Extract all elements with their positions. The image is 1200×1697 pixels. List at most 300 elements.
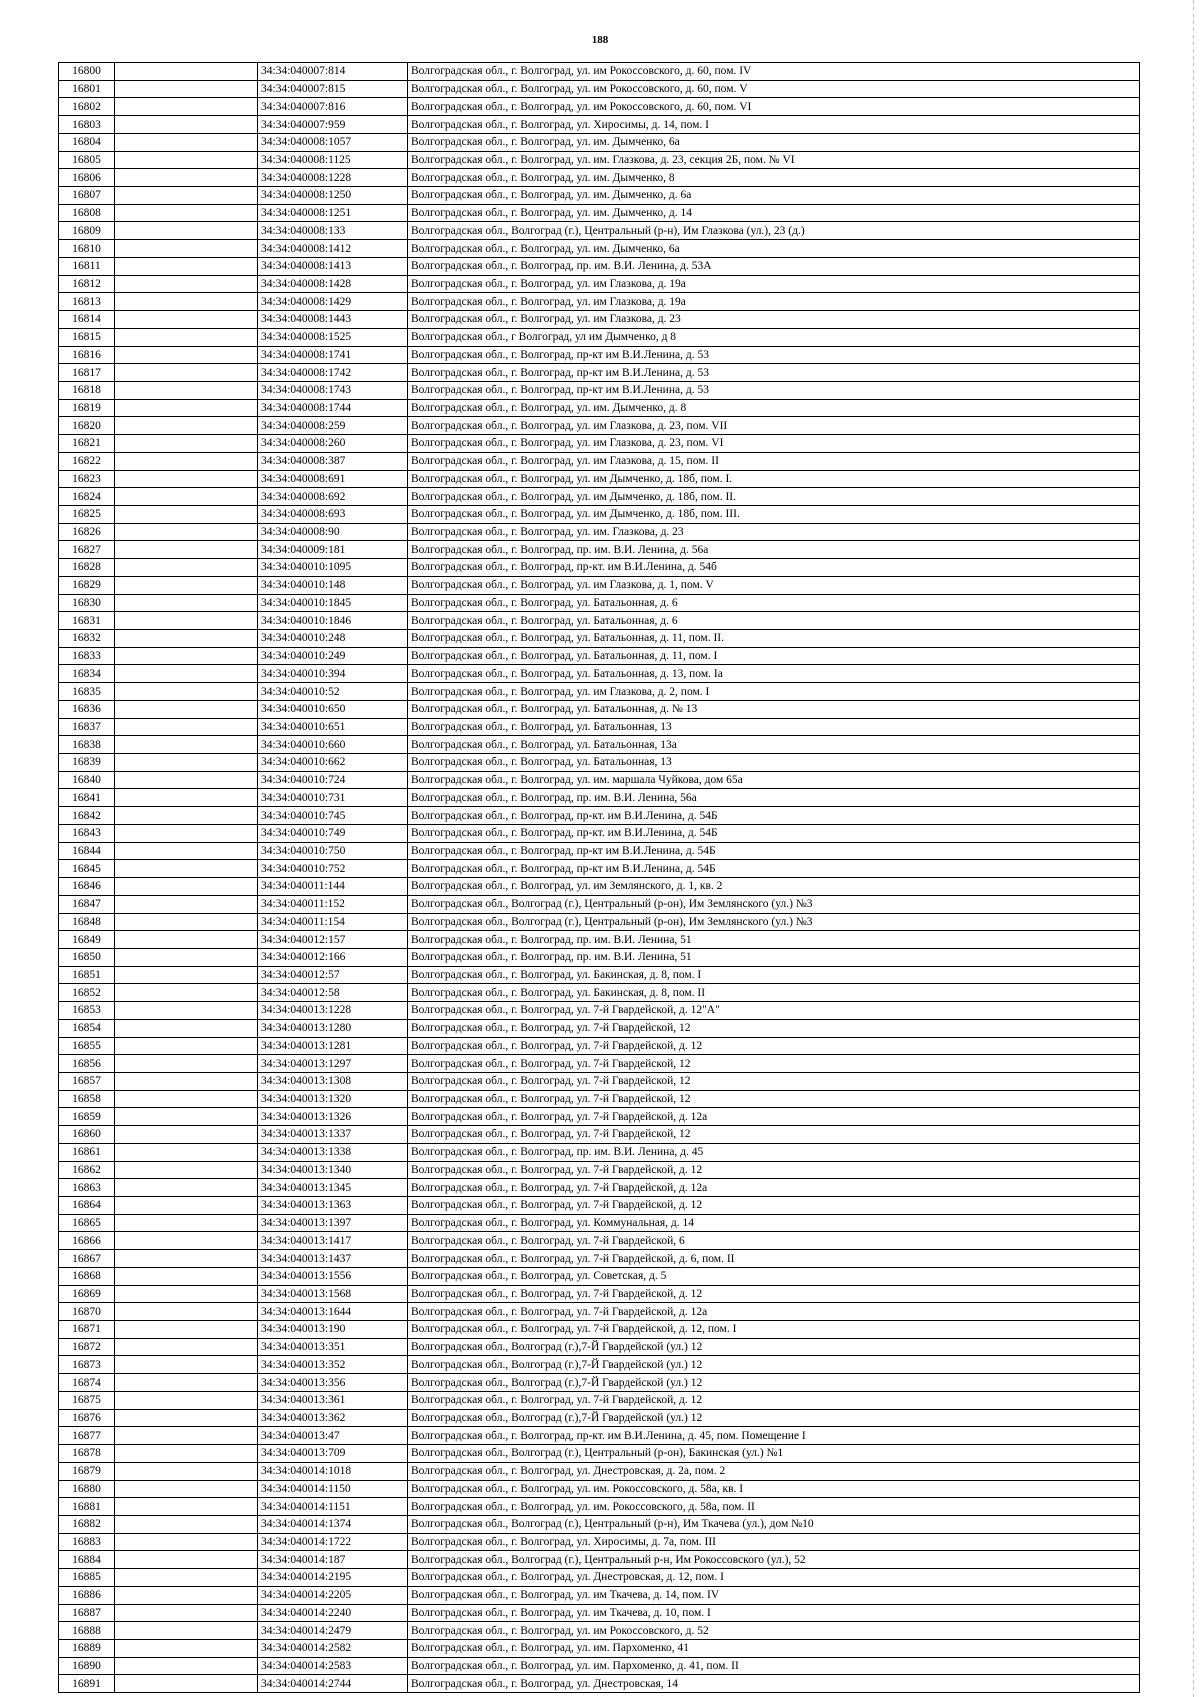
address-cell: Волгоградская обл., г. Волгоград, пр-кт им В.И.Ленина, д. 54Б <box>408 860 1140 878</box>
address-cell: Волгоградская обл., г. Волгоград, ул. им. Дымченко, д. 8 <box>408 399 1140 417</box>
empty-cell <box>115 1267 258 1285</box>
cadastral-number-cell: 34:34:040014:2583 <box>258 1657 408 1675</box>
address-cell: Волгоградская обл., Волгоград (г.), Центральный (р-н), Им Глазкова (ул.), 23 (д.) <box>408 222 1140 240</box>
row-number-cell: 16854 <box>59 1019 115 1037</box>
row-number-cell: 16886 <box>59 1586 115 1604</box>
row-number-cell: 16811 <box>59 257 115 275</box>
cadastral-number-cell: 34:34:040010:248 <box>258 630 408 648</box>
table-row <box>59 1037 1140 1055</box>
empty-cell <box>115 505 258 523</box>
address-cell: Волгоградская обл., г. Волгоград, ул. им Глазкова, д. 19а <box>408 275 1140 293</box>
address-cell: Волгоградская обл., Волгоград (г.), Центральный (р-н), Им Ткачева (ул.), дом №10 <box>408 1515 1140 1533</box>
row-number-cell: 16838 <box>59 736 115 754</box>
table-row <box>59 1569 1140 1587</box>
address-cell: Волгоградская обл., г. Волгоград, ул. 7-й Гвардейской, 12 <box>408 1126 1140 1144</box>
row-number-cell: 16884 <box>59 1551 115 1569</box>
row-number-cell: 16831 <box>59 612 115 630</box>
table-row <box>59 1019 1140 1037</box>
row-number-cell: 16881 <box>59 1498 115 1516</box>
cadastral-number-cell: 34:34:040013:1337 <box>258 1126 408 1144</box>
cadastral-number-cell: 34:34:040007:815 <box>258 80 408 98</box>
scan-edge-line <box>1193 0 1194 1697</box>
table-row <box>59 1427 1140 1445</box>
cadastral-number-cell: 34:34:040008:1742 <box>258 364 408 382</box>
address-cell: Волгоградская обл., г. Волгоград, ул. им Глазкова, д. 23, пом. VII <box>408 417 1140 435</box>
table-row <box>59 576 1140 594</box>
empty-cell <box>115 1232 258 1250</box>
row-number-cell: 16823 <box>59 470 115 488</box>
empty-cell <box>115 966 258 984</box>
row-number-cell: 16809 <box>59 222 115 240</box>
empty-cell <box>115 417 258 435</box>
cadastral-number-cell: 34:34:040013:361 <box>258 1391 408 1409</box>
row-number-cell: 16850 <box>59 948 115 966</box>
row-number-cell: 16861 <box>59 1143 115 1161</box>
row-number-cell: 16824 <box>59 488 115 506</box>
table-row <box>59 966 1140 984</box>
address-cell: Волгоградская обл., г. Волгоград, ул. Батальонная, д. № 13 <box>408 700 1140 718</box>
row-number-cell: 16851 <box>59 966 115 984</box>
empty-cell <box>115 1126 258 1144</box>
table-row <box>59 169 1140 187</box>
cadastral-number-cell: 34:34:040010:1845 <box>258 594 408 612</box>
empty-cell <box>115 1445 258 1463</box>
row-number-cell: 16832 <box>59 630 115 648</box>
table-row <box>59 630 1140 648</box>
address-cell: Волгоградская обл., г. Волгоград, ул. им. Пархоменко, 41 <box>408 1639 1140 1657</box>
cadastral-number-cell: 34:34:040010:1846 <box>258 612 408 630</box>
empty-cell <box>115 700 258 718</box>
empty-cell <box>115 151 258 169</box>
table-row <box>59 824 1140 842</box>
row-number-cell: 16808 <box>59 204 115 222</box>
address-cell: Волгоградская обл., г. Волгоград, ул. 7-й Гвардейской, 12 <box>408 1072 1140 1090</box>
address-cell: Волгоградская обл., г. Волгоград, ул. Батальонная, д. 13, пом. Iа <box>408 665 1140 683</box>
registry-table-container <box>58 62 1139 1693</box>
cadastral-number-cell: 34:34:040013:1345 <box>258 1179 408 1197</box>
empty-cell <box>115 683 258 701</box>
cadastral-number-cell: 34:34:040013:1326 <box>258 1108 408 1126</box>
table-row <box>59 718 1140 736</box>
cadastral-number-cell: 34:34:040014:1374 <box>258 1515 408 1533</box>
row-number-cell: 16810 <box>59 240 115 258</box>
empty-cell <box>115 807 258 825</box>
row-number-cell: 16855 <box>59 1037 115 1055</box>
table-row <box>59 1445 1140 1463</box>
cadastral-number-cell: 34:34:040013:1556 <box>258 1267 408 1285</box>
address-cell: Волгоградская обл., г. Волгоград, ул. им. Дымченко, 6а <box>408 240 1140 258</box>
address-cell: Волгоградская обл., г. Волгоград, ул. им Землянского, д. 1, кв. 2 <box>408 878 1140 896</box>
empty-cell <box>115 293 258 311</box>
empty-cell <box>115 63 258 81</box>
cadastral-number-cell: 34:34:040010:750 <box>258 842 408 860</box>
cadastral-number-cell: 34:34:040010:651 <box>258 718 408 736</box>
address-cell: Волгоградская обл., Волгоград (г.),7-Й Гвардейской (ул.) 12 <box>408 1409 1140 1427</box>
empty-cell <box>115 169 258 187</box>
row-number-cell: 16828 <box>59 559 115 577</box>
empty-cell <box>115 1303 258 1321</box>
cadastral-number-cell: 34:34:040013:1437 <box>258 1250 408 1268</box>
address-cell: Волгоградская обл., г. Волгоград, ул. им Ткачева, д. 14, пом. IV <box>408 1586 1140 1604</box>
row-number-cell: 16847 <box>59 895 115 913</box>
empty-cell <box>115 1391 258 1409</box>
table-row <box>59 1090 1140 1108</box>
empty-cell <box>115 80 258 98</box>
cadastral-number-cell: 34:34:040008:1412 <box>258 240 408 258</box>
cadastral-number-cell: 34:34:040014:187 <box>258 1551 408 1569</box>
address-cell: Волгоградская обл., г. Волгоград, ул. Коммунальная, д. 14 <box>408 1214 1140 1232</box>
row-number-cell: 16874 <box>59 1374 115 1392</box>
address-cell: Волгоградская обл., г. Волгоград, ул. им Глазкова, д. 23 <box>408 311 1140 329</box>
table-row <box>59 187 1140 205</box>
cadastral-number-cell: 34:34:040008:1741 <box>258 346 408 364</box>
row-number-cell: 16802 <box>59 98 115 116</box>
empty-cell <box>115 1498 258 1516</box>
cadastral-number-cell: 34:34:040008:692 <box>258 488 408 506</box>
row-number-cell: 16877 <box>59 1427 115 1445</box>
address-cell: Волгоградская обл., г. Волгоград, ул. 7-й Гвардейской, д. 12а <box>408 1179 1140 1197</box>
cadastral-number-cell: 34:34:040010:749 <box>258 824 408 842</box>
empty-cell <box>115 1586 258 1604</box>
cadastral-number-cell: 34:34:040008:693 <box>258 505 408 523</box>
cadastral-number-cell: 34:34:040012:57 <box>258 966 408 984</box>
empty-cell <box>115 346 258 364</box>
row-number-cell: 16837 <box>59 718 115 736</box>
table-row <box>59 435 1140 453</box>
address-cell: Волгоградская обл., г. Волгоград, ул. 7-й Гвардейской, 12 <box>408 1090 1140 1108</box>
table-row <box>59 1657 1140 1675</box>
address-cell: Волгоградская обл., Волгоград (г.),7-Й Гвардейской (ул.) 12 <box>408 1338 1140 1356</box>
row-number-cell: 16891 <box>59 1675 115 1693</box>
empty-cell <box>115 399 258 417</box>
table-row <box>59 1374 1140 1392</box>
table-row <box>59 842 1140 860</box>
row-number-cell: 16887 <box>59 1604 115 1622</box>
cadastral-number-cell: 34:34:040013:1228 <box>258 1002 408 1020</box>
table-row <box>59 452 1140 470</box>
table-row <box>59 381 1140 399</box>
row-number-cell: 16888 <box>59 1622 115 1640</box>
address-cell: Волгоградская обл., г. Волгоград, ул. Хиросимы, д. 7а, пом. III <box>408 1533 1140 1551</box>
empty-cell <box>115 98 258 116</box>
cadastral-number-cell: 34:34:040013:47 <box>258 1427 408 1445</box>
row-number-cell: 16889 <box>59 1639 115 1657</box>
table-row <box>59 116 1140 134</box>
table-row <box>59 1586 1140 1604</box>
cadastral-number-cell: 34:34:040010:752 <box>258 860 408 878</box>
address-cell: Волгоградская обл., г. Волгоград, ул. им. Глазкова, д. 23, секция 2Б, пом. № VI <box>408 151 1140 169</box>
empty-cell <box>115 1179 258 1197</box>
address-cell: Волгоградская обл., г. Волгоград, ул. 7-й Гвардейской, д. 12 <box>408 1197 1140 1215</box>
table-row <box>59 1639 1140 1657</box>
table-row <box>59 1622 1140 1640</box>
empty-cell <box>115 860 258 878</box>
table-row <box>59 1356 1140 1374</box>
row-number-cell: 16812 <box>59 275 115 293</box>
table-row <box>59 275 1140 293</box>
address-cell: Волгоградская обл., г. Волгоград, ул. им Дымченко, д. 18б, пом. II. <box>408 488 1140 506</box>
empty-cell <box>115 913 258 931</box>
table-row <box>59 1462 1140 1480</box>
table-row <box>59 1391 1140 1409</box>
row-number-cell: 16841 <box>59 789 115 807</box>
address-cell: Волгоградская обл., г. Волгоград, пр. им. В.И. Ленина, 51 <box>408 948 1140 966</box>
table-row <box>59 1321 1140 1339</box>
cadastral-number-cell: 34:34:040010:745 <box>258 807 408 825</box>
address-cell: Волгоградская обл., г. Волгоград, ул. им Дымченко, д. 18б, пом. I. <box>408 470 1140 488</box>
empty-cell <box>115 647 258 665</box>
cadastral-number-cell: 34:34:040010:1095 <box>258 559 408 577</box>
row-number-cell: 16813 <box>59 293 115 311</box>
table-row <box>59 1285 1140 1303</box>
address-cell: Волгоградская обл., г. Волгоград, ул. Бакинская, д. 8, пом. I <box>408 966 1140 984</box>
address-cell: Волгоградская обл., г. Волгоград, ул. им. маршала Чуйкова, дом 65а <box>408 771 1140 789</box>
row-number-cell: 16844 <box>59 842 115 860</box>
table-row <box>59 1675 1140 1693</box>
row-number-cell: 16839 <box>59 754 115 772</box>
empty-cell <box>115 984 258 1002</box>
row-number-cell: 16833 <box>59 647 115 665</box>
row-number-cell: 16871 <box>59 1321 115 1339</box>
cadastral-number-cell: 34:34:040008:133 <box>258 222 408 240</box>
address-cell: Волгоградская обл., г. Волгоград, ул. им Глазкова, д. 1, пом. V <box>408 576 1140 594</box>
empty-cell <box>115 1214 258 1232</box>
address-cell: Волгоградская обл., г. Волгоград, ул. им. Пархоменко, д. 41, пом. II <box>408 1657 1140 1675</box>
table-row <box>59 1409 1140 1427</box>
empty-cell <box>115 1143 258 1161</box>
empty-cell <box>115 470 258 488</box>
table-row <box>59 1551 1140 1569</box>
table-row <box>59 1232 1140 1250</box>
table-row <box>59 1197 1140 1215</box>
empty-cell <box>115 222 258 240</box>
cadastral-number-cell: 34:34:040008:691 <box>258 470 408 488</box>
empty-cell <box>115 1604 258 1622</box>
cadastral-number-cell: 34:34:040014:2479 <box>258 1622 408 1640</box>
cadastral-number-cell: 34:34:040008:1429 <box>258 293 408 311</box>
empty-cell <box>115 364 258 382</box>
address-cell: Волгоградская обл., г. Волгоград, ул. им. Глазкова, д. 23 <box>408 523 1140 541</box>
address-cell: Волгоградская обл., г. Волгоград, ул. 7-й Гвардейской, д. 12, пом. I <box>408 1321 1140 1339</box>
empty-cell <box>115 1055 258 1073</box>
table-row <box>59 222 1140 240</box>
row-number-cell: 16803 <box>59 116 115 134</box>
empty-cell <box>115 1037 258 1055</box>
empty-cell <box>115 240 258 258</box>
empty-cell <box>115 718 258 736</box>
table-row <box>59 1515 1140 1533</box>
row-number-cell: 16805 <box>59 151 115 169</box>
cadastral-number-cell: 34:34:040014:1722 <box>258 1533 408 1551</box>
cadastral-number-cell: 34:34:040014:2195 <box>258 1569 408 1587</box>
table-row <box>59 1267 1140 1285</box>
row-number-cell: 16857 <box>59 1072 115 1090</box>
empty-cell <box>115 842 258 860</box>
address-cell: Волгоградская обл., г. Волгоград, пр. им. В.И. Ленина, д. 56а <box>408 541 1140 559</box>
table-row <box>59 1161 1140 1179</box>
address-cell: Волгоградская обл., г. Волгоград, ул. Батальонная, 13а <box>408 736 1140 754</box>
table-row <box>59 98 1140 116</box>
table-row <box>59 1055 1140 1073</box>
row-number-cell: 16820 <box>59 417 115 435</box>
row-number-cell: 16822 <box>59 452 115 470</box>
empty-cell <box>115 1409 258 1427</box>
address-cell: Волгоградская обл., г. Волгоград, ул. Батальонная, д. 11, пом. I <box>408 647 1140 665</box>
address-cell: Волгоградская обл., г. Волгоград, ул. им Рокоссовского, д. 60, пом. V <box>408 80 1140 98</box>
page-number: 188 <box>591 34 609 46</box>
empty-cell <box>115 116 258 134</box>
cadastral-number-cell: 34:34:040011:154 <box>258 913 408 931</box>
cadastral-number-cell: 34:34:040013:1644 <box>258 1303 408 1321</box>
table-row <box>59 1338 1140 1356</box>
row-number-cell: 16807 <box>59 187 115 205</box>
row-number-cell: 16804 <box>59 133 115 151</box>
address-cell: Волгоградская обл., г. Волгоград, ул. 7-й Гвардейской, 12 <box>408 1055 1140 1073</box>
address-cell: Волгоградская обл., г. Волгоград, ул. 7-й Гвардейской, д. 12"А" <box>408 1002 1140 1020</box>
address-cell: Волгоградская обл., г. Волгоград, ул. Днестровская, д. 2а, пом. 2 <box>408 1462 1140 1480</box>
empty-cell <box>115 452 258 470</box>
empty-cell <box>115 931 258 949</box>
table-row <box>59 364 1140 382</box>
address-cell: Волгоградская обл., г. Волгоград, ул. им Рокоссовского, д. 60, пом. IV <box>408 63 1140 81</box>
empty-cell <box>115 1480 258 1498</box>
row-number-cell: 16834 <box>59 665 115 683</box>
row-number-cell: 16858 <box>59 1090 115 1108</box>
row-number-cell: 16818 <box>59 381 115 399</box>
address-cell: Волгоградская обл., г. Волгоград, пр. им. В.И. Ленина, д. 53А <box>408 257 1140 275</box>
table-row <box>59 860 1140 878</box>
row-number-cell: 16852 <box>59 984 115 1002</box>
address-cell: Волгоградская обл., г. Волгоград, пр-кт им В.И.Ленина, д. 53 <box>408 381 1140 399</box>
table-row <box>59 789 1140 807</box>
cadastral-number-cell: 34:34:040008:1413 <box>258 257 408 275</box>
table-row <box>59 293 1140 311</box>
empty-cell <box>115 559 258 577</box>
table-row <box>59 488 1140 506</box>
address-cell: Волгоградская обл., г. Волгоград, ул. Батальонная, д. 6 <box>408 594 1140 612</box>
table-row <box>59 594 1140 612</box>
table-row <box>59 1072 1140 1090</box>
address-cell: Волгоградская обл., г. Волгоград, пр-кт им В.И.Ленина, д. 54Б <box>408 842 1140 860</box>
empty-cell <box>115 328 258 346</box>
row-number-cell: 16875 <box>59 1391 115 1409</box>
row-number-cell: 16873 <box>59 1356 115 1374</box>
cadastral-number-cell: 34:34:040010:662 <box>258 754 408 772</box>
cadastral-number-cell: 34:34:040008:1250 <box>258 187 408 205</box>
table-row <box>59 647 1140 665</box>
table-row <box>59 63 1140 81</box>
table-row <box>59 541 1140 559</box>
address-cell: Волгоградская обл., г. Волгоград, ул. 7-й Гвардейской, 6 <box>408 1232 1140 1250</box>
address-cell: Волгоградская обл., г. Волгоград, ул. им. Дымченко, д. 14 <box>408 204 1140 222</box>
empty-cell <box>115 435 258 453</box>
cadastral-number-cell: 34:34:040013:709 <box>258 1445 408 1463</box>
table-row <box>59 257 1140 275</box>
address-cell: Волгоградская обл., г. Волгоград, пр-кт. им В.И.Ленина, д. 54Б <box>408 807 1140 825</box>
empty-cell <box>115 665 258 683</box>
table-row <box>59 931 1140 949</box>
row-number-cell: 16821 <box>59 435 115 453</box>
cadastral-number-cell: 34:34:040008:260 <box>258 435 408 453</box>
row-number-cell: 16826 <box>59 523 115 541</box>
address-cell: Волгоградская обл., г. Волгоград, ул. Днестровская, 14 <box>408 1675 1140 1693</box>
address-cell: Волгоградская обл., Волгоград (г.),7-Й Гвардейской (ул.) 12 <box>408 1374 1140 1392</box>
empty-cell <box>115 1250 258 1268</box>
empty-cell <box>115 630 258 648</box>
address-cell: Волгоградская обл., г. Волгоград, ул. им. Рокоссовского, д. 58а, кв. I <box>408 1480 1140 1498</box>
empty-cell <box>115 1338 258 1356</box>
cadastral-number-cell: 34:34:040010:731 <box>258 789 408 807</box>
address-cell: Волгоградская обл., г. Волгоград, ул. им Ткачева, д. 10, пом. I <box>408 1604 1140 1622</box>
cadastral-number-cell: 34:34:040009:181 <box>258 541 408 559</box>
table-row <box>59 807 1140 825</box>
empty-cell <box>115 1161 258 1179</box>
empty-cell <box>115 1321 258 1339</box>
table-row <box>59 754 1140 772</box>
cadastral-number-cell: 34:34:040012:157 <box>258 931 408 949</box>
row-number-cell: 16842 <box>59 807 115 825</box>
empty-cell <box>115 1657 258 1675</box>
table-row <box>59 612 1140 630</box>
table-row <box>59 1143 1140 1161</box>
table-row <box>59 80 1140 98</box>
table-row <box>59 559 1140 577</box>
cadastral-number-cell: 34:34:040008:259 <box>258 417 408 435</box>
row-number-cell: 16882 <box>59 1515 115 1533</box>
address-cell: Волгоградская обл., Волгоград (г.), Центральный (р-он), Бакинская (ул.) №1 <box>408 1445 1140 1463</box>
cadastral-number-cell: 34:34:040008:1228 <box>258 169 408 187</box>
row-number-cell: 16866 <box>59 1232 115 1250</box>
row-number-cell: 16800 <box>59 63 115 81</box>
cadastral-number-cell: 34:34:040008:1443 <box>258 311 408 329</box>
address-cell: Волгоградская обл., г. Волгоград, ул. 7-й Гвардейской, д. 12а <box>408 1303 1140 1321</box>
table-row <box>59 913 1140 931</box>
address-cell: Волгоградская обл., Волгоград (г.), Центральный р-н, Им Рокоссовского (ул.), 52 <box>408 1551 1140 1569</box>
empty-cell <box>115 771 258 789</box>
empty-cell <box>115 187 258 205</box>
row-number-cell: 16878 <box>59 1445 115 1463</box>
table-row <box>59 523 1140 541</box>
cadastral-number-cell: 34:34:040008:1744 <box>258 399 408 417</box>
row-number-cell: 16840 <box>59 771 115 789</box>
empty-cell <box>115 1569 258 1587</box>
row-number-cell: 16814 <box>59 311 115 329</box>
cadastral-number-cell: 34:34:040013:351 <box>258 1338 408 1356</box>
cadastral-number-cell: 34:34:040014:1018 <box>258 1462 408 1480</box>
row-number-cell: 16872 <box>59 1338 115 1356</box>
cadastral-number-cell: 34:34:040010:660 <box>258 736 408 754</box>
cadastral-number-cell: 34:34:040013:1340 <box>258 1161 408 1179</box>
cadastral-number-cell: 34:34:040013:190 <box>258 1321 408 1339</box>
table-row <box>59 346 1140 364</box>
address-cell: Волгоградская обл., Волгоград (г.),7-Й Гвардейской (ул.) 12 <box>408 1356 1140 1374</box>
empty-cell <box>115 541 258 559</box>
row-number-cell: 16848 <box>59 913 115 931</box>
empty-cell <box>115 1072 258 1090</box>
row-number-cell: 16825 <box>59 505 115 523</box>
address-cell: Волгоградская обл., г. Волгоград, ул. Хиросимы, д. 14, пом. I <box>408 116 1140 134</box>
empty-cell <box>115 1515 258 1533</box>
cadastral-number-cell: 34:34:040014:2240 <box>258 1604 408 1622</box>
empty-cell <box>115 1002 258 1020</box>
address-cell: Волгоградская обл., г. Волгоград, ул. 7-й Гвардейской, д. 12а <box>408 1108 1140 1126</box>
row-number-cell: 16801 <box>59 80 115 98</box>
address-cell: Волгоградская обл., г. Волгоград, ул. Батальонная, д. 6 <box>408 612 1140 630</box>
table-row <box>59 240 1140 258</box>
row-number-cell: 16819 <box>59 399 115 417</box>
table-row <box>59 984 1140 1002</box>
empty-cell <box>115 878 258 896</box>
